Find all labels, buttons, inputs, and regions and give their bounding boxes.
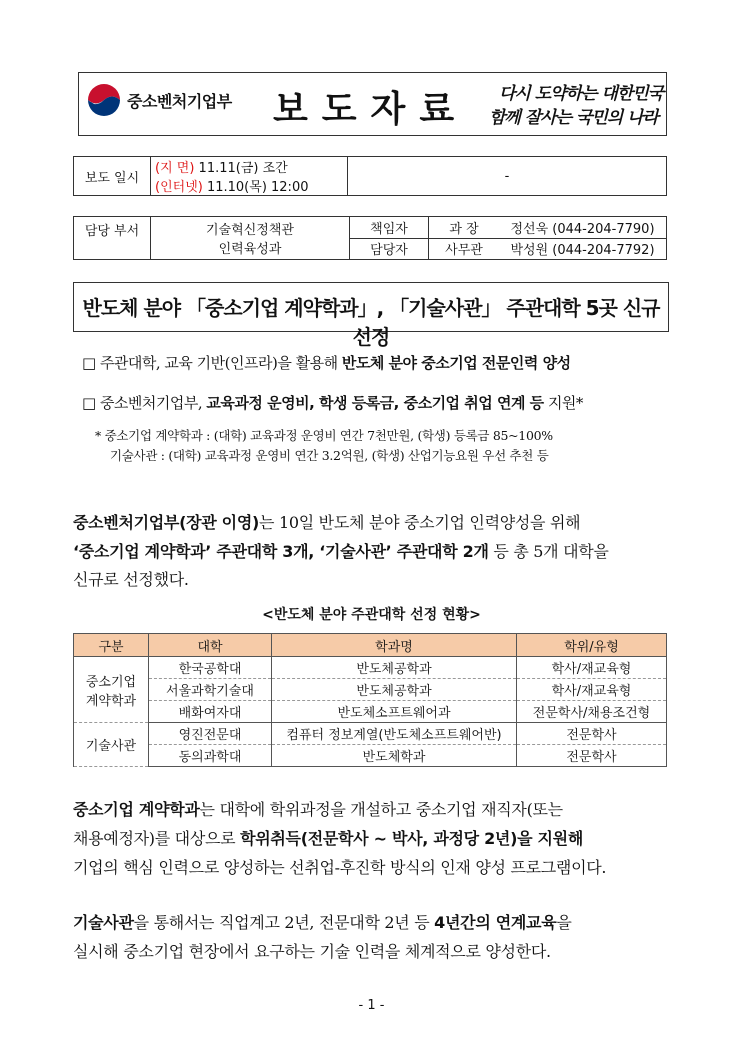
note-line-2: 기술사관 : (대학) 교육과정 운영비 연간 3.2억원, (학생) 산업기능요원 우선 추천 등	[110, 448, 549, 463]
group-contract-line2: 계약학과	[85, 693, 137, 709]
summary-item-2	[82, 392, 583, 413]
slogan-line-1: 다시 도약하는 대한민국	[499, 84, 664, 104]
table-cell: 동의과학대	[149, 745, 272, 767]
dept-line-1: 기술혁신정책관	[206, 223, 294, 238]
table-cell: 전문학사	[517, 745, 667, 767]
summary-2-bold: 교육과정 운영비, 학생 등록금, 중소기업 취업 연계 등	[206, 394, 544, 412]
table-cell: 배화여자대	[149, 701, 272, 723]
note-line-1: * 중소기업 계약학과 : (대학) 교육과정 운영비 연간 7천만원, (학생) 등록금 85~100%	[95, 428, 553, 443]
table-cell: 반도체소프트웨어과	[272, 701, 517, 723]
group-tech-officer: 기술사관	[74, 723, 149, 767]
para1-line1	[73, 510, 580, 533]
para1-text-2: 등 총 5개 대학을	[488, 542, 609, 561]
para2-line1	[73, 797, 563, 820]
table-cell: 학사/재교육형	[517, 679, 667, 701]
role-1: 책임자	[350, 217, 429, 239]
para3-bold: 기술사관	[73, 913, 134, 932]
slogan-line-2: 함께 잘사는 국민의 나라	[489, 108, 658, 128]
para1-line3: 신규로 선정했다.	[73, 570, 189, 589]
group-contract	[74, 657, 149, 723]
summary-1-text: □ 주관대학, 교육 기반(인프라)을 활용해	[82, 354, 342, 372]
summary-2-text: □ 중소벤처기업부,	[82, 394, 207, 412]
para2-text: 는 대학에 학위과정을 개설하고 중소기업 재직자(또는	[199, 800, 563, 819]
para2-line2	[73, 826, 583, 849]
ministry-name: 중소벤처기업부	[127, 92, 232, 111]
headline-box	[73, 282, 669, 349]
summary-1-bold: 반도체 분야 중소기업 전문인력 양성	[341, 354, 571, 372]
para1-bold: 중소벤처기업부(장관 이영)	[73, 513, 260, 532]
para2-bold: 중소기업 계약학과	[73, 800, 200, 819]
para3-bold-2: 4년간의 연계교육	[434, 913, 557, 932]
para3-text: 을 통해서는 직업계고 2년, 전문대학 2년 등	[133, 913, 435, 932]
table-cell: 반도체학과	[272, 745, 517, 767]
summary-2-tail: 지원*	[543, 394, 583, 412]
para3-line2: 실시해 중소기업 현장에서 요구하는 기술 인력을 체계적으로 양성한다.	[73, 942, 551, 961]
release-label: 보도 일시	[74, 157, 151, 196]
col-header-department: 학과명	[272, 634, 517, 657]
para2-line3: 기업의 핵심 인력으로 양성하는 선취업-후진학 방식의 인재 양성 프로그램이다.	[73, 858, 607, 877]
press-release-title: 보도자료	[273, 89, 469, 130]
page-number: - 1 -	[358, 998, 385, 1013]
col-header-university: 대학	[149, 634, 272, 657]
print-label: (지 면)	[155, 161, 195, 176]
table-cell: 영진전문대	[149, 723, 272, 745]
web-label: (인터넷)	[155, 180, 203, 195]
table-title: <반도체 분야 주관대학 선정 현황>	[262, 607, 481, 623]
para1-line2	[73, 539, 609, 562]
dept-label: 담당 부서	[74, 217, 151, 260]
summary-item-1	[82, 352, 571, 373]
table-cell: 반도체공학과	[272, 657, 517, 679]
release-date-table	[73, 156, 667, 196]
web-value: 11.10(목) 12:00	[206, 180, 309, 195]
role-2: 담당자	[350, 238, 429, 260]
university-table	[73, 633, 667, 767]
headline: 반도체 분야 「중소기업 계약학과」, 「기술사관」 주관대학 5곳 신규 선정	[82, 296, 660, 349]
table-cell: 전문학사	[517, 723, 667, 745]
para2-bold-2: 학위취득(전문학사 ~ 박사, 과정당 2년)을 지원해	[240, 829, 583, 848]
para2-text-2: 채용예정자)를 대상으로	[73, 829, 241, 848]
para3-line1	[73, 910, 572, 933]
role-1-title: 과 장	[429, 217, 500, 239]
dept-line-2: 인력육성과	[218, 242, 282, 257]
role-2-person: 박성원 (044-204-7792)	[499, 238, 667, 260]
para1-bold-2: ‘중소기업 계약학과’ 주관대학 3개, ‘기술사관’ 주관대학 2개	[73, 542, 489, 561]
release-print-cell	[151, 157, 348, 177]
group-contract-line1: 중소기업	[85, 674, 137, 690]
dept-name	[151, 217, 350, 260]
release-web-cell	[151, 176, 348, 196]
print-value: 11.11(금) 조간	[198, 161, 288, 176]
col-header-category: 구분	[74, 634, 149, 657]
role-1-person: 정선욱 (044-204-7790)	[499, 217, 667, 239]
release-note: -	[348, 157, 667, 196]
para1-text: 는 10일 반도체 분야 중소기업 인력양성을 위해	[259, 513, 581, 532]
contact-table	[73, 216, 667, 260]
table-cell: 한국공학대	[149, 657, 272, 679]
government-emblem-icon	[87, 83, 121, 117]
press-header	[78, 72, 667, 136]
role-2-title: 사무관	[429, 238, 500, 260]
table-cell: 전문학사/채용조건형	[517, 701, 667, 723]
col-header-degree: 학위/유형	[517, 634, 667, 657]
table-cell: 반도체공학과	[272, 679, 517, 701]
table-cell: 컴퓨터 정보계열(반도체소프트웨어반)	[272, 723, 517, 745]
table-cell: 서울과학기술대	[149, 679, 272, 701]
table-cell: 학사/재교육형	[517, 657, 667, 679]
para3-text-2: 을	[556, 913, 572, 932]
